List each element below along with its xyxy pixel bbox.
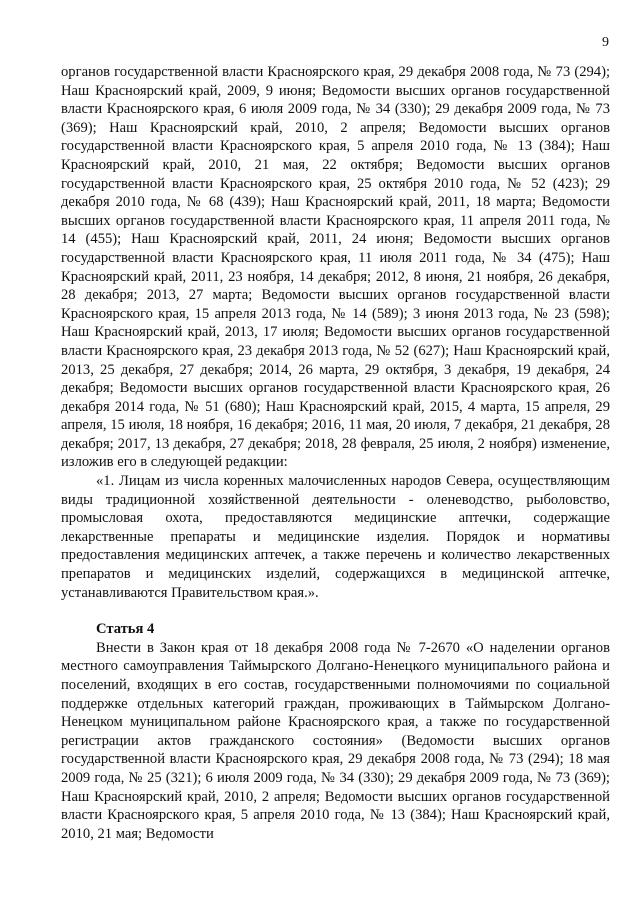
article-title: Статья 4 [96,621,155,638]
page-number: 9 [602,35,609,50]
document-body [61,63,610,843]
paragraph-amendment-sources: органов государственной власти Красноярского края, 29 декабря 2008 года, № 73 (294); Наш Красноярский край, 2009, 9 июня; Ведомости высших органов государственной власти Красноярского края, 6 июля 2009 года, № 34 (330); 29 декабря 2009 года, № 73 (369); Наш Красноярский край, 2010, 2 апреля; Ведомости высших органов государственной власти Красноярского края, 5 апреля 2010 года, № 13 (384); Наш Красноярский край, 2010, 21 мая, 22 октября; Ведомости высших органов государственной власти Красноярского края, 25 октября 2010 года, № 52 (423); 29 декабря 2010 года, № 68 (439); Наш Красноярский край, 2011, 18 марта; Ведомости высших органов государственной власти Красноярского края, 11 апреля 2011 года, № 14 (455); Наш Красноярский край, 2011, 24 июня; Ведомости высших органов государственной власти Красноярского края, 11 июля 2011 года, № 34 (475); Наш Красноярский край, 2011, 23 ноября, 14 декабря; 2012, 8 июня, 21 ноября, 26 декабря, 28 декабря; 2013, 27 марта; Ведомости высших органов государственной власти Красноярского края, 15 апреля 2013 года, № 14 (589); 3 июня 2013 года, № 23 (598); Наш Красноярский край, 2013, 17 июля; Ведомости высших органов государственной власти Красноярского края, 23 декабря 2013 года, № 52 (627); Наш Красноярский край, 2013, 25 декабря, 27 декабря; 2014, 26 марта, 29 октября, 3 декабря, 19 декабря, 24 декабря; Ведомости высших органов государственной власти Красноярского края, 26 декабря 2014 года, № 51 (680); Наш Красноярский край, 2015, 4 марта, 15 апреля, 29 апреля, 15 июля, 18 ноября, 16 декабря; 2016, 11 мая, 20 июля, 7 декабря, 21 декабря, 28 декабря; 2017, 13 декабря, 27 декабря; 2018, 28 февраля, 25 июля, 2 ноября) изменение, изложив его в следующей редакции: [61,64,610,471]
paragraph-article-4: Внести в Закон края от 18 декабря 2008 года № 7-2670 «О наделении органов местного самоуправления Таймырского Долгано-Ненецкого муниципального района и поселений, входящих в его состав, государственными полномочиями по социальной поддержке отдельных категорий граждан, проживающих в Таймырском Долгано-Ненецком муниципальном районе Красноярского края, а также по государственной регистрации актов гражданского состояния» (Ведомости высших органов государственной власти Красноярского края, 29 декабря 2008 года, № 73 (294); 18 мая 2009 года, № 25 (321); 6 июля 2009 года, № 34 (330); 29 декабря 2009 года, № 73 (369); Наш Красноярский край, 2010, 2 апреля; Ведомости высших органов государственной власти Красноярского края, 5 апреля 2010 года, № 13 (384); Наш Красноярский край, 2010, 21 мая; Ведомости [61,639,610,842]
paragraph-new-wording: «1. Лицам из числа коренных малочисленных народов Севера, осуществляющим виды традиционной хозяйственной деятельности - оленеводство, рыболовство, промысловая охота, предоставляются медицинские аптечки, содержащие лекарственные препараты и медицинские изделия. Порядок и нормативы предоставления медицинских аптечек, а также перечень и количество лекарственных препаратов и медицинских изделий, содержащихся в медицинской аптечке, устанавливаются Правительством края.». [61,473,610,601]
